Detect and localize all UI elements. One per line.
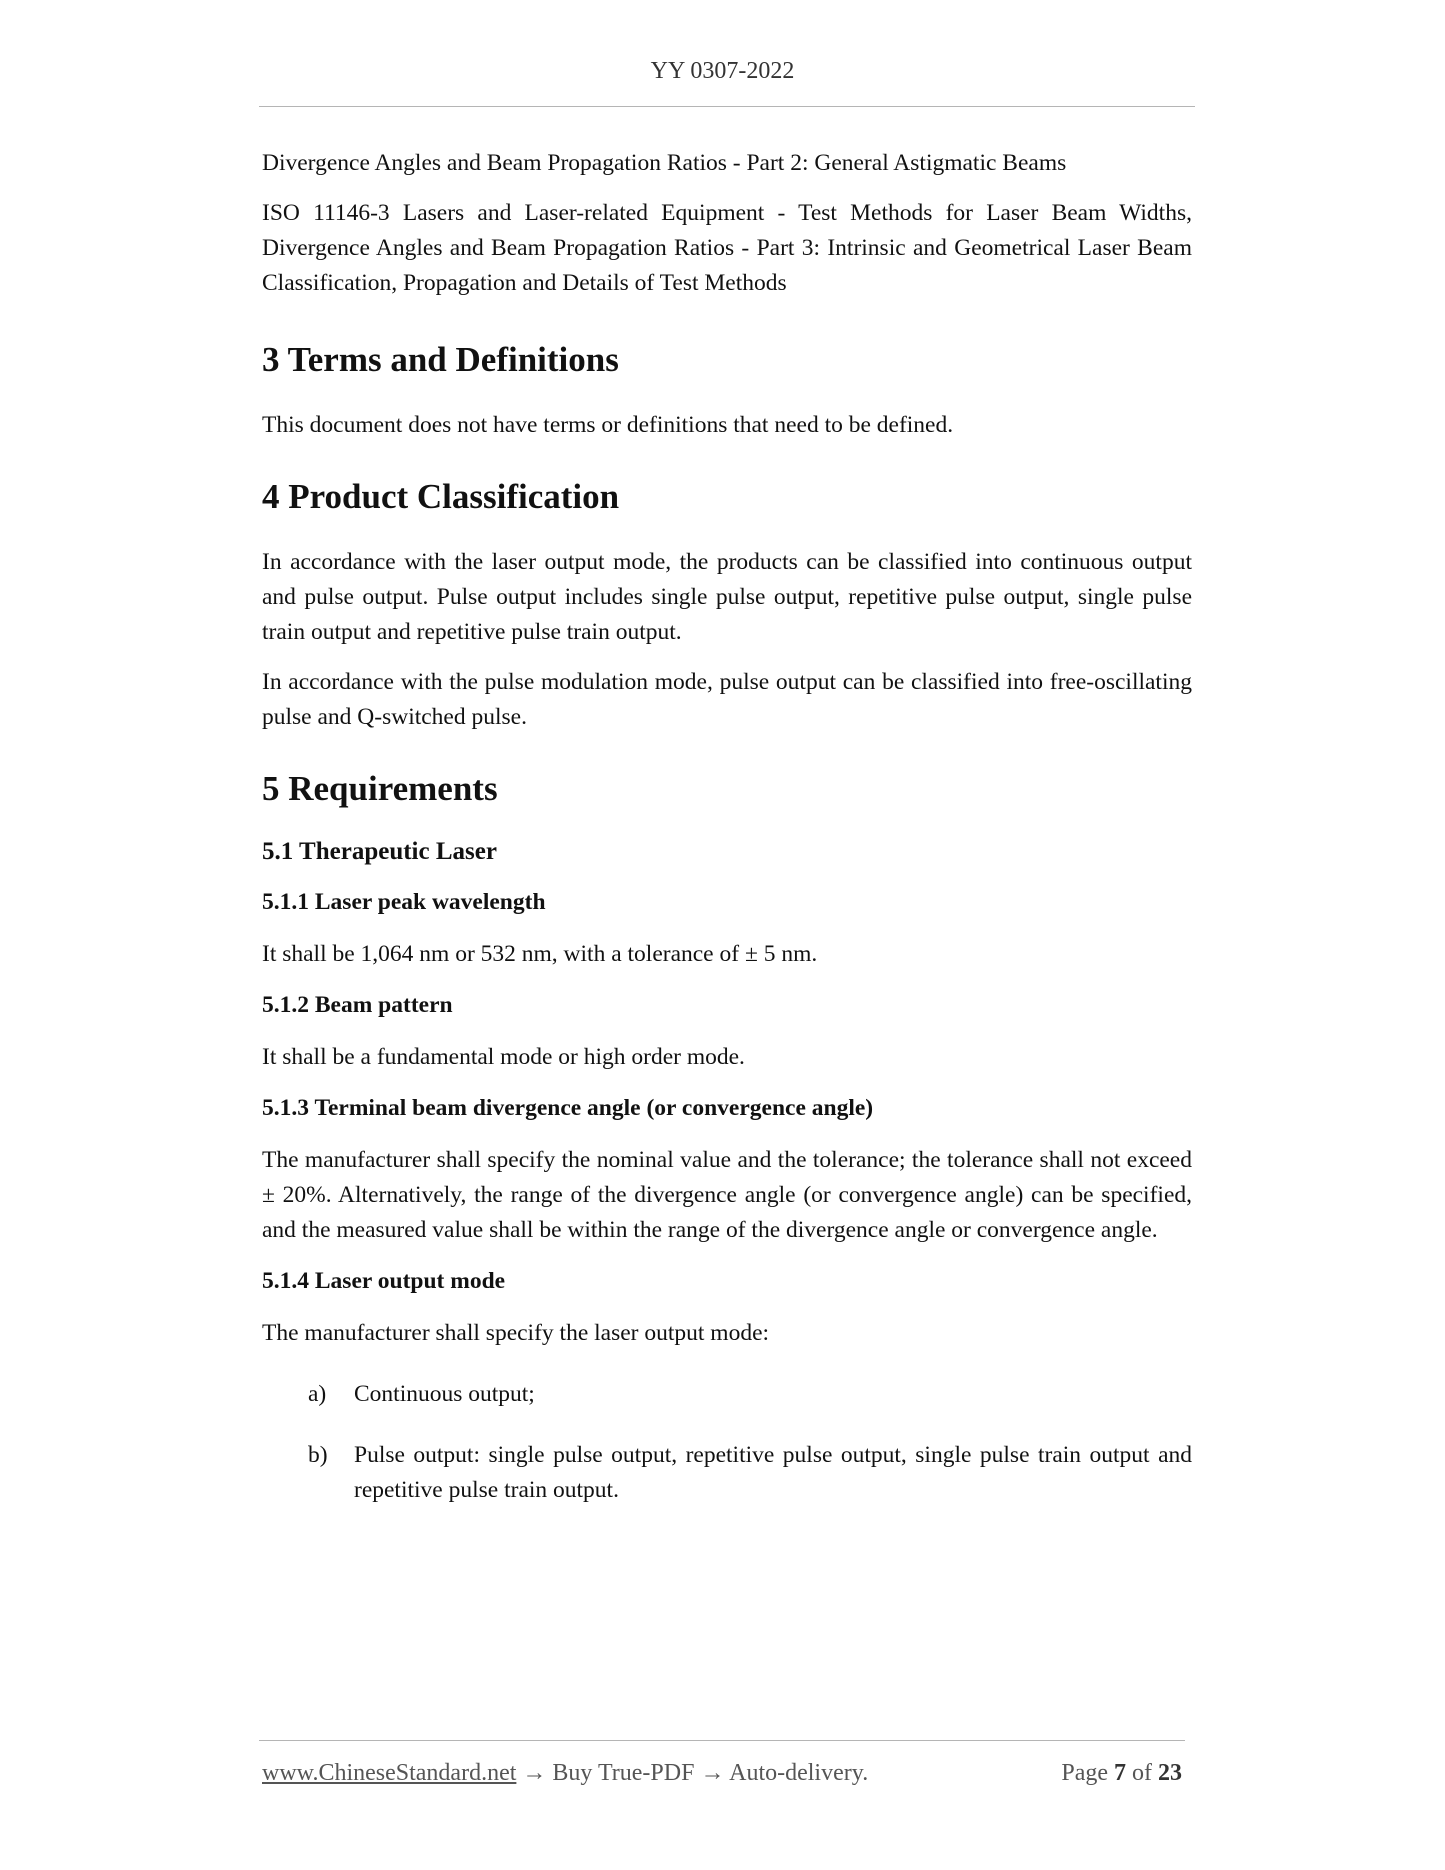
- chinese-standard-link[interactable]: www.ChineseStandard.net: [262, 1760, 517, 1786]
- paragraph-continued: Divergence Angles and Beam Propagation Ratios - Part 2: General Astigmatic Beams: [262, 150, 1067, 176]
- list-text-b: Pulse output: single pulse output, repetitive pulse output, single pulse train output and repetitive pulse train output.: [354, 1442, 1192, 1503]
- section-5-1-1-heading: 5.1.1 Laser peak wavelength: [262, 889, 546, 915]
- section-4-heading: 4 Product Classification: [262, 477, 620, 516]
- document-id-header: YY 0307-2022: [650, 58, 795, 84]
- page-number: [1061, 1760, 1182, 1787]
- list-marker-b: b): [308, 1442, 328, 1468]
- page-content: [262, 146, 1192, 1508]
- section-4-paragraph-2: In accordance with the pulse modulation mode, pulse output can be classified into free-oscillating pulse and Q-switched pulse.: [262, 669, 1192, 730]
- section-5-1-3-paragraph: The manufacturer shall specify the nominal value and the tolerance; the tolerance shall not exceed ± 20%. Alternatively, the range of the divergence angle (or convergence angle) can be specified, and the measured value shall be within the range of the divergence angle or convergence angle.: [262, 1147, 1192, 1243]
- header-divider: [259, 106, 1195, 107]
- footer-promo: [262, 1760, 868, 1787]
- list-text-a: Continuous output;: [354, 1381, 535, 1407]
- current-page: 7: [1114, 1760, 1126, 1786]
- footer-divider: [259, 1740, 1185, 1741]
- list-item: [262, 1377, 1192, 1412]
- page-footer: [262, 1760, 1182, 1794]
- section-3-heading: 3 Terms and Definitions: [262, 340, 619, 379]
- section-5-1-heading: 5.1 Therapeutic Laser: [262, 838, 497, 865]
- page-label: Page: [1061, 1760, 1108, 1786]
- section-4-paragraph-1: In accordance with the laser output mode, the products can be classified into continuous output and pulse output. Pulse output includes single pulse output, repetitive pulse output, single pulse train output and repetitive pulse train output.: [262, 549, 1192, 645]
- of-label: of: [1132, 1760, 1152, 1786]
- total-pages: 23: [1158, 1760, 1182, 1786]
- paragraph-iso-11146-3: ISO 11146-3 Lasers and Laser-related Equipment - Test Methods for Laser Beam Widths, Divergence Angles and Beam Propagation Ratios - Part 3: Intrinsic and Geometrical Laser Beam Classification, Propagation and Details of Test Methods: [262, 200, 1192, 296]
- output-mode-list: [262, 1377, 1192, 1508]
- section-5-1-2-paragraph: It shall be a fundamental mode or high order mode.: [262, 1044, 745, 1070]
- section-5-1-4-heading: 5.1.4 Laser output mode: [262, 1268, 506, 1294]
- list-item: [262, 1438, 1192, 1508]
- footer-promo-text: → Buy True-PDF → Auto-delivery.: [516, 1760, 869, 1786]
- section-3-paragraph: This document does not have terms or definitions that need to be defined.: [262, 412, 954, 438]
- section-5-1-1-paragraph: It shall be 1,064 nm or 532 nm, with a tolerance of ± 5 nm.: [262, 941, 818, 967]
- section-5-1-3-heading: 5.1.3 Terminal beam divergence angle (or convergence angle): [262, 1095, 874, 1121]
- section-5-1-2-heading: 5.1.2 Beam pattern: [262, 992, 453, 1018]
- section-5-1-4-paragraph: The manufacturer shall specify the laser output mode:: [262, 1320, 770, 1346]
- list-marker-a: a): [308, 1381, 327, 1407]
- section-5-heading: 5 Requirements: [262, 769, 498, 808]
